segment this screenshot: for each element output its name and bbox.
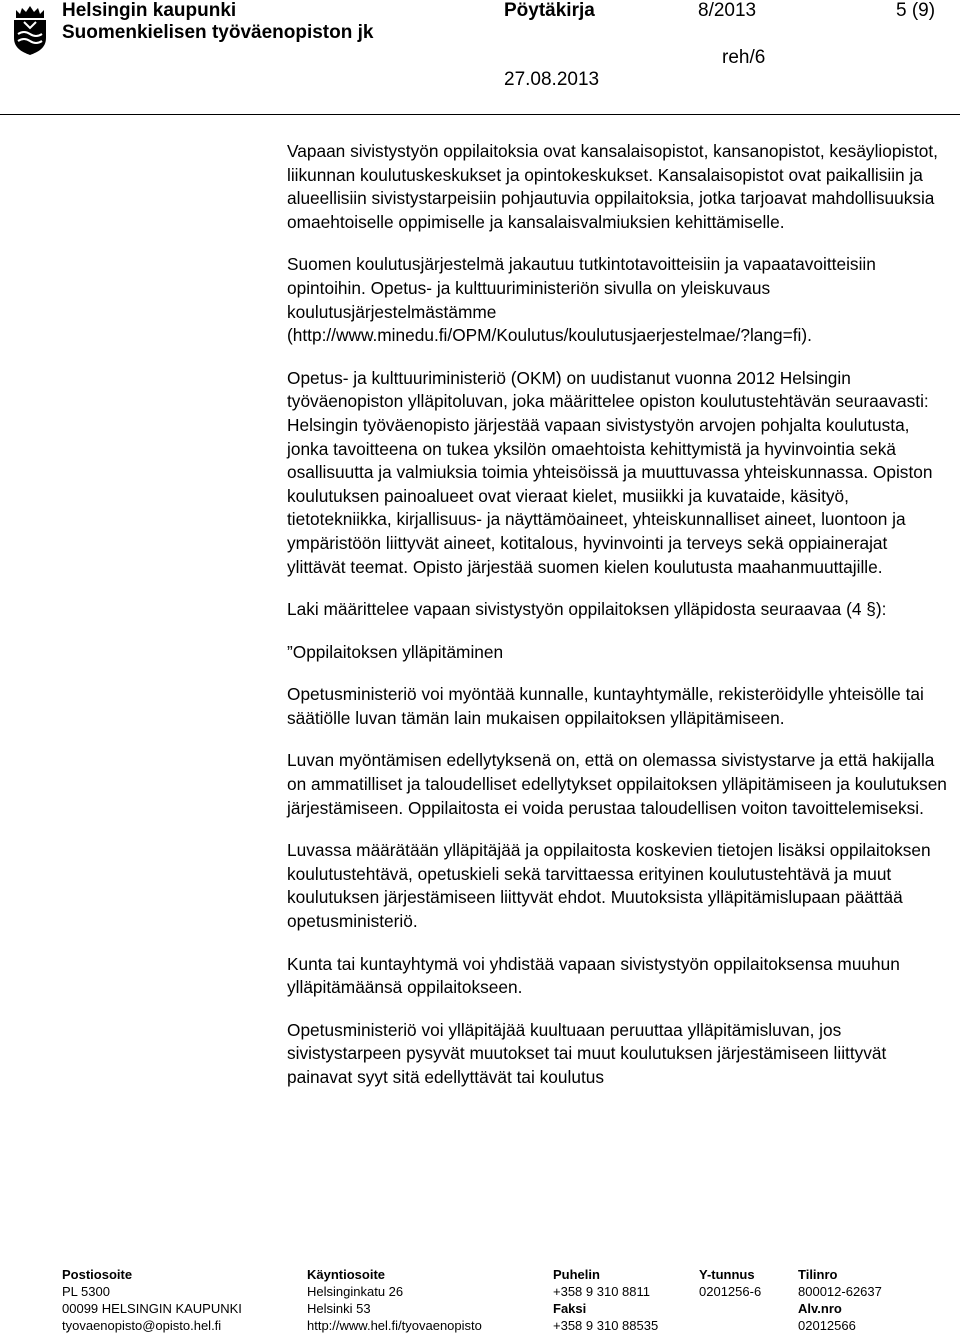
paragraph: Opetusministeriö voi ylläpitäjää kuultuaan peruuttaa ylläpitämisluvan, jos sivistystarpeen pysyvät muutokset tai muut koulutuksen järjestämiseen liittyvät painavat syyt sitä edellyttävät tai koulutus (287, 1019, 887, 1087)
page-header (0, 0, 960, 118)
section-ref: reh/6 (722, 47, 766, 68)
doc-type: Pöytäkirja (504, 0, 595, 21)
footer-value: 800012-62637 (798, 1284, 882, 1299)
document-body (287, 140, 947, 1109)
footer-heading: Faksi (553, 1301, 587, 1316)
org-name: Helsingin kaupunki (62, 0, 237, 21)
footer-value: 00099 HELSINGIN KAUPUNKI (62, 1301, 242, 1316)
org-unit: Suomenkielisen työväenopiston jk (62, 22, 374, 43)
paragraph: Laki määrittelee vapaan sivistystyön oppilaitoksen ylläpidosta seuraavaa (4 §): (287, 599, 887, 620)
header-rule (0, 114, 960, 115)
footer-value: PL 5300 (62, 1284, 110, 1299)
footer-postal (62, 1266, 242, 1334)
footer-value: +358 9 310 88535 (553, 1318, 659, 1333)
helsinki-crest-icon (10, 4, 50, 56)
paragraph: Opetusministeriö voi myöntää kunnalle, kuntayhtymälle, rekisteröidylle yhteisölle tai säätiölle luvan tämän lain mukaisen oppilaitoksen ylläpitämiseen. (287, 684, 924, 728)
footer-heading: Tilinro (798, 1267, 838, 1282)
footer-value: Helsinki 53 (307, 1301, 371, 1316)
footer-visiting (307, 1266, 482, 1334)
paragraph: Suomen koulutusjärjestelmä jakautuu tutkintotavoitteisiin ja vapaatavoitteisiin opintoihin. Opetus- ja kulttuuriministeriön sivulla on yleiskuvaus koulutusjärjestelmästämme (http://www.minedu.fi/OPM/Koulutus/koulutusjaerjestelmae/?lang=fi). (287, 254, 876, 346)
meeting-date: 27.08.2013 (504, 69, 600, 90)
footer-email[interactable]: tyovaenopisto@opisto.hel.fi (62, 1318, 222, 1333)
footer-heading: Alv.nro (798, 1301, 842, 1316)
footer-phone (553, 1266, 658, 1334)
doc-number: 8/2013 (698, 0, 757, 21)
paragraph: Luvan myöntämisen edellytyksenä on, että on olemassa sivistystarve ja että hakijalla on ammatilliset ja taloudelliset edellytykset oppilaitoksen ylläpitämiseen ja koulutuksen järjestämiseen. Oppilaitosta ei voida perustaa taloudellisen voiton tavoittelemiseksi. (287, 750, 947, 818)
footer-heading: Y-tunnus (699, 1267, 755, 1282)
footer-heading: Postiosoite (62, 1267, 133, 1282)
footer-value: +358 9 310 8811 (553, 1284, 650, 1299)
paragraph: Luvassa määrätään ylläpitäjää ja oppilaitosta koskevien tietojen lisäksi oppilaitoksen koulutustehtävä, opetuskieli sekä tarvittaessa erityinen koulutustehtävä ja muut koulutuksen järjestämiseen liittyvät ehdot. Muutoksista ylläpitämislupaan päättää opetusministeriö. (287, 840, 931, 932)
paragraph: Vapaan sivistystyön oppilaitoksia ovat kansalaisopistot, kansanopistot, kesäyliopistot, liikunnan koulutuskeskukset ja opintokeskukset. Kansalaisopistot ovat paikallisiin ja alueellisiin sivistystarpeisiin pohjautuvia oppilaitoksia, jotka tarjoavat mahdollisuuksia omaehtoiselle oppimiselle ja kansalaisvalmiuksien kehittämiselle. (287, 141, 938, 232)
footer-heading: Puhelin (553, 1267, 600, 1282)
footer-value: 02012566 (798, 1318, 856, 1333)
footer-url[interactable]: http://www.hel.fi/tyovaenopisto (307, 1318, 482, 1333)
footer-value: 0201256-6 (699, 1284, 762, 1299)
paragraph: Kunta tai kuntayhtymä voi yhdistää vapaan sivistystyön oppilaitoksensa muuhun ylläpitämäänsä oppilaitokseen. (287, 953, 900, 998)
footer-heading: Käyntiosoite (307, 1267, 386, 1282)
footer-tilinro (798, 1266, 882, 1334)
page-number: 5 (9) (896, 0, 936, 21)
footer-value: Helsinginkatu 26 (307, 1284, 404, 1299)
footer-ytunnus (699, 1266, 761, 1300)
quote-heading: ”Oppilaitoksen ylläpitäminen (287, 641, 504, 662)
paragraph: Opetus- ja kulttuuriministeriö (OKM) on uudistanut vuonna 2012 Helsingin työväenopiston ylläpitoluvan, joka määrittelee opiston koulutustehtävän seuraavasti: Helsingin työväenopisto järjestää vapaan sivistystyön arvojen pohjalta koulutusta, jonka tavoitteena on tukea yksilön omaehtoista kehittymistä ja hyvinvointia sekä osallisuutta ja valmiuksia toimia yhteisöissä ja muuttuvassa yhteiskunnassa. Opiston koulutuksen painoalueet ovat vieraat kielet, musiikki ja kuvataide, käsityö, tietotekniikka, kirjallisuus- ja näyttämöaineet, yhteiskunnalliset aineet, luontoon ja ympäristöön liittyvät aineet, kotitalous, hyvinvointi ja terveys sekä oppiainerajat ylittävät teemat. Opisto järjestää suomen kielen koulutusta maahanmuuttajille. (287, 367, 933, 577)
page-footer (0, 1266, 960, 1332)
